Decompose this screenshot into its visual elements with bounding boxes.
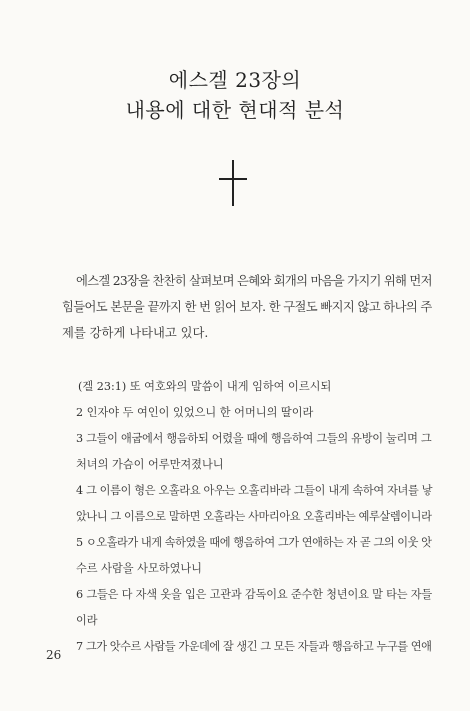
- cross-ornament-icon: [219, 160, 247, 206]
- verse-line: 5 ㅇ오홀라가 내게 속하였을 때에 행음하여 그가 연애하는 자 곧 그의 이웃 앗: [76, 536, 432, 549]
- verse-line: 처녀의 가슴이 어루만져졌나니: [76, 458, 224, 471]
- intro-line: 제를 강하게 나타내고 있다.: [62, 326, 209, 340]
- chapter-title-line-2: 내용에 대한 현대적 분석: [125, 98, 345, 122]
- verse-line: (겔 23:1) 또 여호와의 말씀이 내게 임하여 이르시되: [78, 380, 332, 393]
- verse-line: 수르 사람을 사모하였나니: [76, 562, 202, 575]
- chapter-title-line-1: 에스겔 23장의: [168, 68, 302, 92]
- verse-line: 6 그들은 다 자색 옷을 입은 고관과 감독이요 준수한 청년이요 말 타는 자들: [76, 588, 433, 601]
- intro-paragraph: [62, 268, 432, 346]
- page-number: 26: [46, 648, 62, 662]
- intro-line: 에스겔 23장을 찬찬히 살펴보며 은혜와 회개의 마음을 가지기 위해 먼저: [76, 274, 432, 288]
- intro-line: 힘들어도 본문을 끝까지 한 번 읽어 보자. 한 구절도 빠지지 않고 하나의 주: [62, 300, 432, 314]
- verse-line: 7 그가 앗수르 사람들 가운데에 잘 생긴 그 모든 자들과 행음하고 누구를 연애: [76, 640, 432, 653]
- verse-line: 2 인자야 두 여인이 있었으니 한 어머니의 딸이라: [76, 406, 314, 419]
- verse-line: 3 그들이 애굽에서 행음하되 어렸을 때에 행음하여 그들의 유방이 눌리며 그: [76, 432, 432, 445]
- verse-line: 이라: [76, 614, 98, 627]
- verse-line: 4 그 이름이 형은 오홀라요 아우는 오홀리바라 그들이 내게 속하여 자녀를 낳: [76, 484, 433, 497]
- verse-line: 았나니 그 이름으로 말하면 오홀라는 사마리아요 오홀리바는 예루살렘이니라: [76, 510, 432, 523]
